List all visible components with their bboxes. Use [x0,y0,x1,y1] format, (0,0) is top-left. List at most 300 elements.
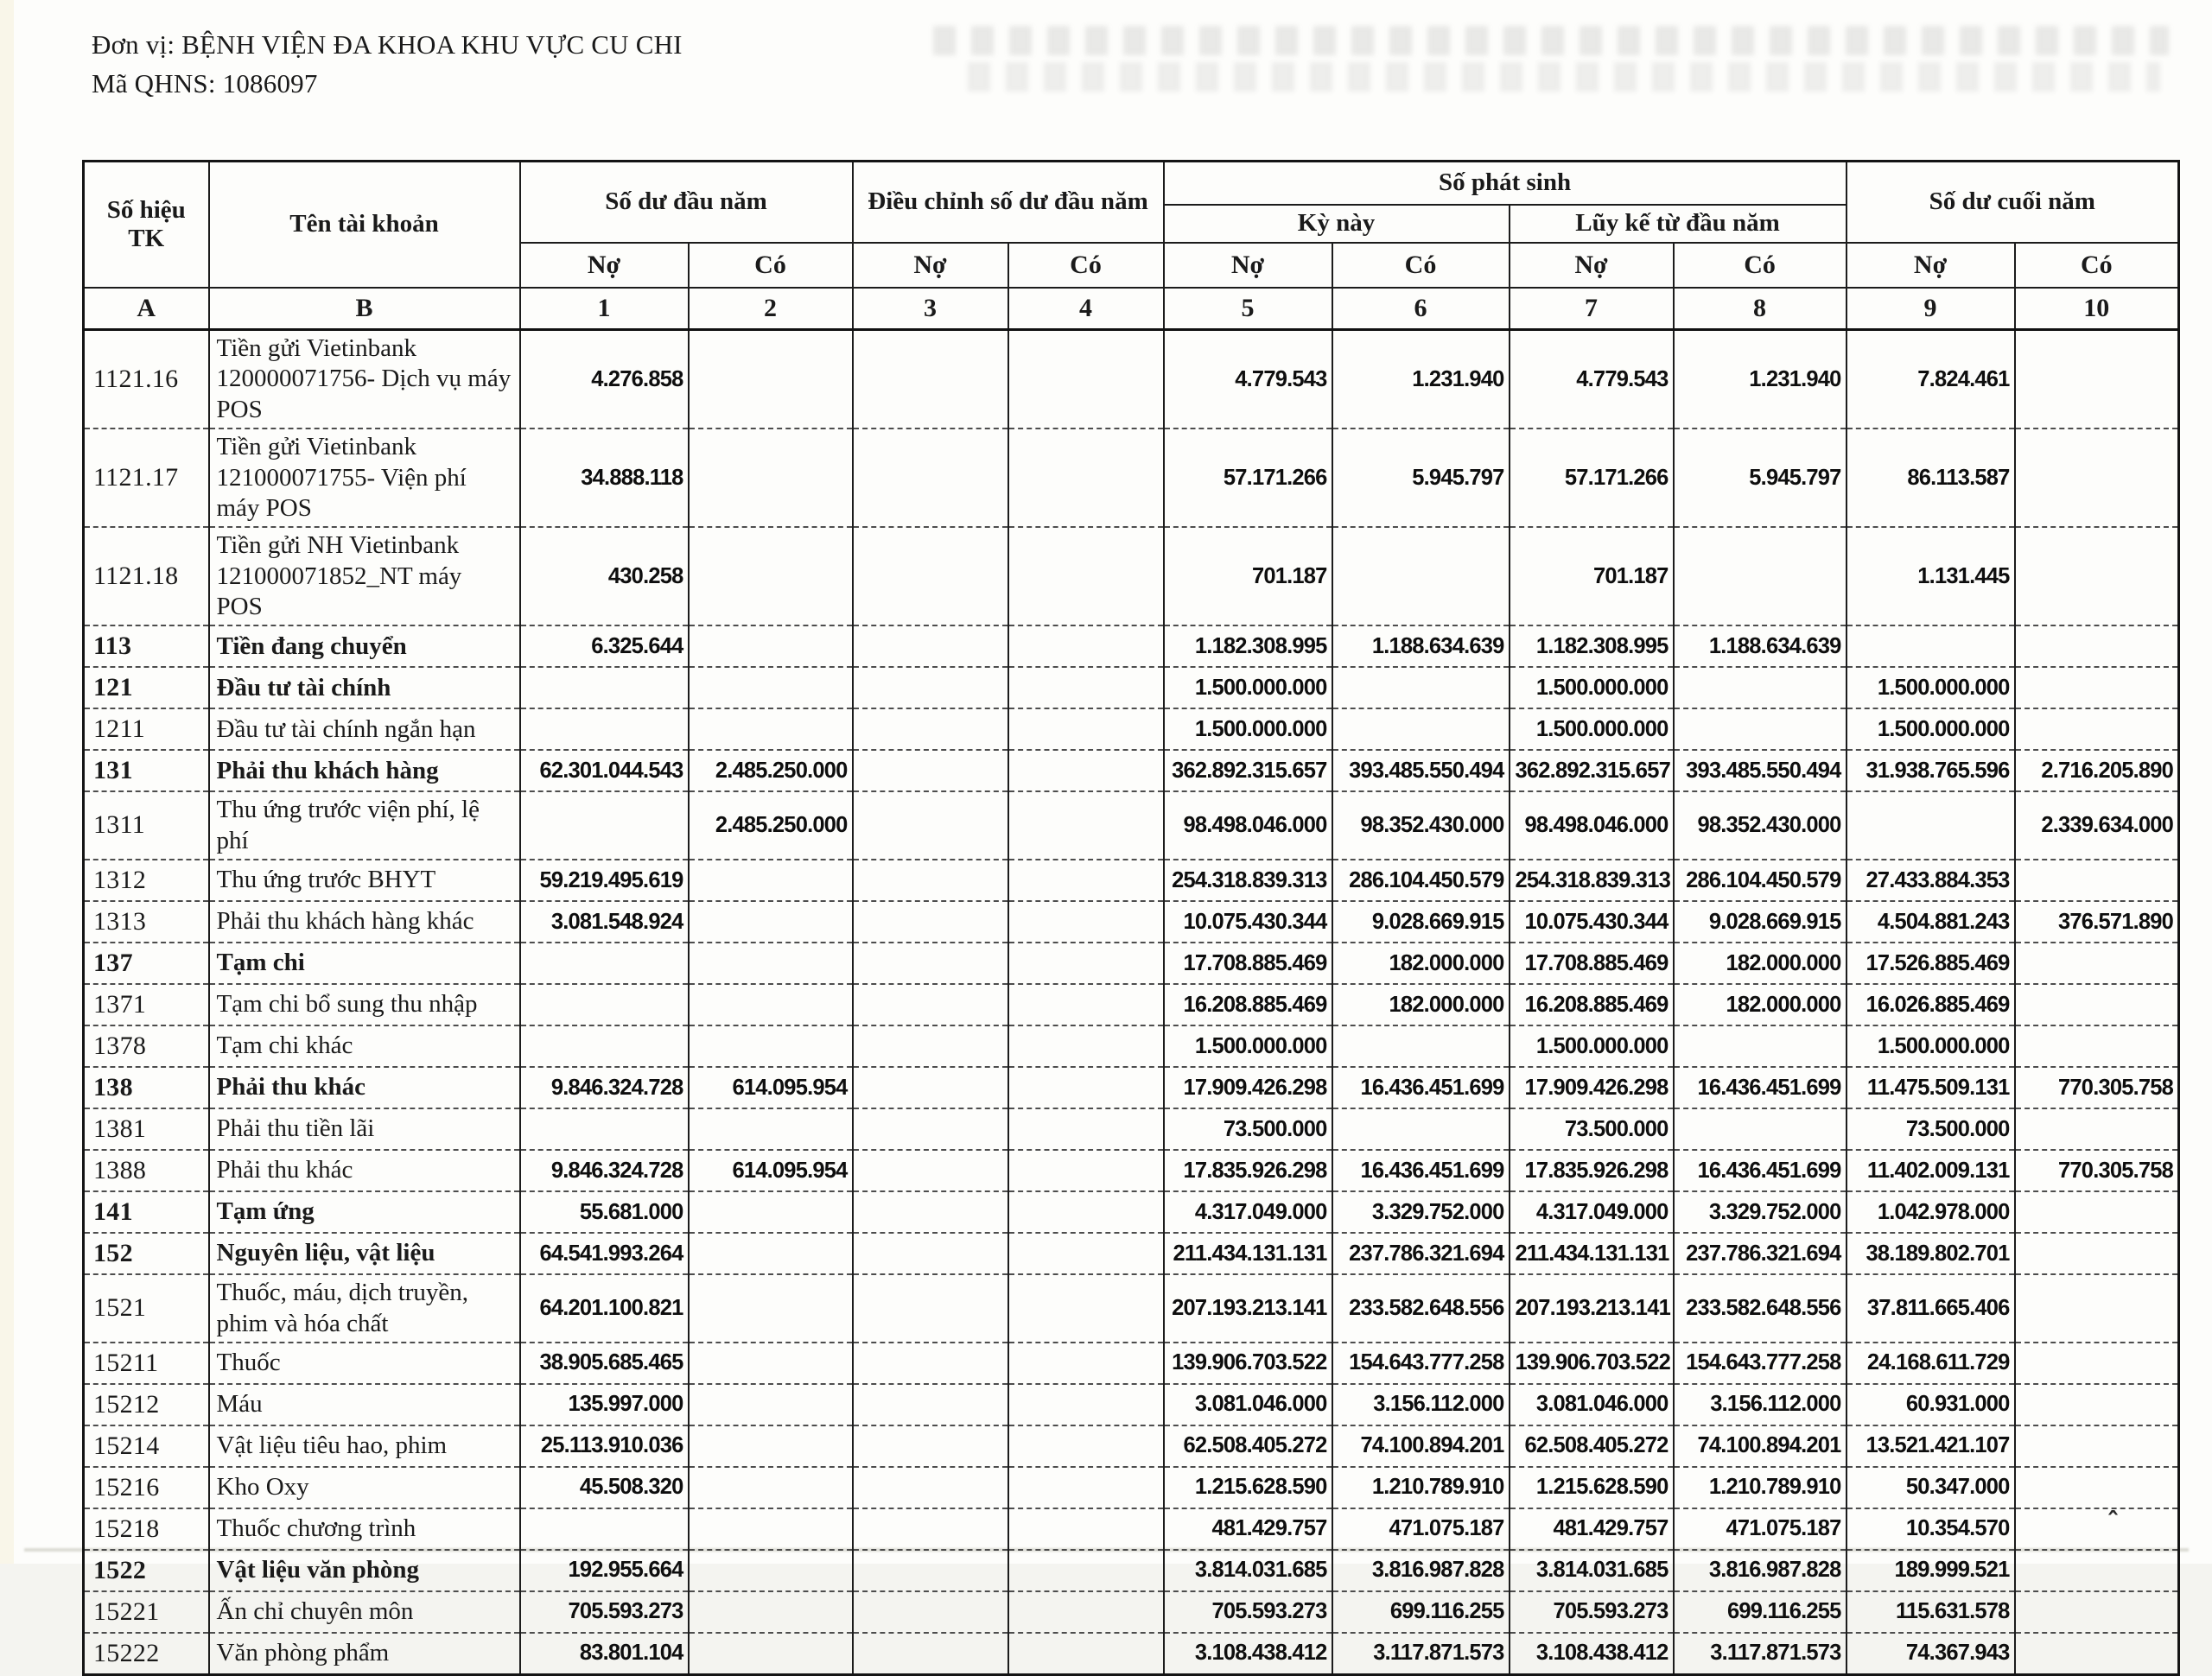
value-cell [2015,1191,2179,1233]
value-cell [2015,625,2179,667]
value-cell: 3.329.752.000 [1332,1191,1510,1233]
value-cell: 3.156.112.000 [1332,1384,1510,1425]
value-cell: 1.215.628.590 [1510,1467,1674,1508]
value-cell [689,943,853,984]
value-cell: 3.816.987.828 [1332,1550,1510,1591]
value-cell [853,1067,1008,1108]
scan-bleed-artifact [933,26,2169,55]
value-cell: 1.500.000.000 [1847,667,2015,708]
value-cell: 4.276.858 [520,330,689,429]
table-row [84,860,2179,901]
value-cell [1008,527,1164,625]
value-cell [689,984,853,1025]
value-cell: 59.219.495.619 [520,860,689,901]
value-cell: 34.888.118 [520,429,689,527]
col-group-incurred: Số phát sinh [1164,162,1847,206]
value-cell: 1.188.634.639 [1332,625,1510,667]
table-row [84,1274,2179,1343]
value-cell: 31.938.765.596 [1847,750,2015,791]
value-cell [689,1550,853,1591]
value-cell: 3.814.031.685 [1164,1550,1332,1591]
col-header-debit: Nợ [520,243,689,288]
col-index: 1 [520,288,689,330]
col-index: B [209,288,520,330]
table-row [84,708,2179,750]
account-name-cell: Thuốc, máu, dịch truyền, phim và hóa chất [209,1274,520,1343]
table-row [84,1508,2179,1550]
value-cell [689,1425,853,1467]
value-cell: 481.429.757 [1510,1508,1674,1550]
value-cell: 614.095.954 [689,1067,853,1108]
account-code-cell: 1522 [84,1550,209,1591]
value-cell: 83.801.104 [520,1633,689,1675]
value-cell [2015,1384,2179,1425]
value-cell [1008,860,1164,901]
value-cell: 60.931.000 [1847,1384,2015,1425]
account-code-cell: 1312 [84,860,209,901]
value-cell [1008,1425,1164,1467]
value-cell [853,1233,1008,1274]
value-cell: 192.955.664 [520,1550,689,1591]
value-cell [2015,984,2179,1025]
table-row [84,1108,2179,1150]
col-header-debit: Nợ [1164,243,1332,288]
unit-line [92,26,683,65]
value-cell [1332,1025,1510,1067]
value-cell: 1.500.000.000 [1847,708,2015,750]
table-header [84,162,2179,330]
value-cell: 86.113.587 [1847,429,2015,527]
table-row [84,750,2179,791]
value-cell [1008,1550,1164,1591]
value-cell: 705.593.273 [1164,1591,1332,1633]
value-cell [1008,984,1164,1025]
value-cell: 11.402.009.131 [1847,1150,2015,1191]
value-cell: 237.786.321.694 [1332,1233,1510,1274]
account-code-cell: 1371 [84,984,209,1025]
value-cell: 57.171.266 [1510,429,1674,527]
value-cell: 17.708.885.469 [1164,943,1332,984]
account-name-cell: Thu ứng trước BHYT [209,860,520,901]
account-code-cell: 15216 [84,1467,209,1508]
value-cell [520,708,689,750]
value-cell: 10.354.570 [1847,1508,2015,1550]
value-cell [1847,791,2015,860]
value-cell [1674,708,1847,750]
value-cell [2015,1233,2179,1274]
col-group-cumulative: Lũy kế từ đầu năm [1510,205,1847,243]
value-cell: 189.999.521 [1847,1550,2015,1591]
value-cell: 471.075.187 [1332,1508,1510,1550]
value-cell [2015,1025,2179,1067]
value-cell [853,1191,1008,1233]
account-code-cell: 15214 [84,1425,209,1467]
value-cell [853,750,1008,791]
value-cell [1674,667,1847,708]
value-cell: 1.188.634.639 [1674,625,1847,667]
value-cell: 62.508.405.272 [1510,1425,1674,1467]
col-index: 4 [1008,288,1164,330]
value-cell [1008,1343,1164,1384]
value-cell [2015,708,2179,750]
value-cell [689,667,853,708]
value-cell: 1.500.000.000 [1164,1025,1332,1067]
value-cell: 3.108.438.412 [1164,1633,1332,1675]
account-code-cell: 131 [84,750,209,791]
col-group-opening-balance: Số dư đầu năm [520,162,853,244]
value-cell [520,1508,689,1550]
account-name-cell: Phải thu khác [209,1067,520,1108]
value-cell [2015,1108,2179,1150]
value-cell [689,1191,853,1233]
value-cell: 1.131.445 [1847,527,2015,625]
account-name-cell: Văn phòng phẩm [209,1633,520,1675]
account-name-cell: Vật liệu tiêu hao, phim [209,1425,520,1467]
value-cell: 770.305.758 [2015,1150,2179,1191]
value-cell [2015,860,2179,901]
account-name-cell: Tiền gửi Vietinbank 121000071755- Viện phí máy POS [209,429,520,527]
value-cell: 16.436.451.699 [1674,1067,1847,1108]
col-group-this-period: Kỳ này [1164,205,1510,243]
value-cell [853,429,1008,527]
value-cell [520,791,689,860]
value-cell: 182.000.000 [1674,943,1847,984]
value-cell [1674,1108,1847,1150]
value-cell: 64.201.100.821 [520,1274,689,1343]
value-cell: 17.708.885.469 [1510,943,1674,984]
scan-bleed-artifact [968,62,2160,92]
value-cell: 699.116.255 [1674,1591,1847,1633]
value-cell: 37.811.665.406 [1847,1274,2015,1343]
value-cell: 2.339.634.000 [2015,791,2179,860]
value-cell [1008,1384,1164,1425]
table-row [84,1550,2179,1591]
account-name-cell: Vật liệu văn phòng [209,1550,520,1591]
value-cell: 286.104.450.579 [1674,860,1847,901]
value-cell: 10.075.430.344 [1510,901,1674,943]
value-cell [1008,1633,1164,1675]
value-cell: 16.436.451.699 [1674,1150,1847,1191]
value-cell [853,625,1008,667]
value-cell [1332,708,1510,750]
value-cell [1332,667,1510,708]
value-cell [2015,1343,2179,1384]
value-cell: 98.498.046.000 [1164,791,1332,860]
value-cell: 98.352.430.000 [1674,791,1847,860]
value-cell: 4.317.049.000 [1164,1191,1332,1233]
value-cell [853,667,1008,708]
value-cell: 471.075.187 [1674,1508,1847,1550]
value-cell: 362.892.315.657 [1164,750,1332,791]
value-cell: 1.500.000.000 [1164,708,1332,750]
col-index: 5 [1164,288,1332,330]
account-name-cell: Đầu tư tài chính [209,667,520,708]
account-code-cell: 15221 [84,1591,209,1633]
value-cell [853,984,1008,1025]
value-cell: 1.500.000.000 [1847,1025,2015,1067]
value-cell [1008,943,1164,984]
table-row [84,1150,2179,1191]
value-cell: 62.301.044.543 [520,750,689,791]
account-code-cell: 137 [84,943,209,984]
col-header-debit: Nợ [1847,243,2015,288]
value-cell [2015,1550,2179,1591]
value-cell [1332,527,1510,625]
account-code-cell: 1121.17 [84,429,209,527]
value-cell: 362.892.315.657 [1510,750,1674,791]
value-cell [1008,1591,1164,1633]
value-cell [2015,943,2179,984]
value-cell: 73.500.000 [1164,1108,1332,1150]
value-cell: 1.500.000.000 [1510,667,1674,708]
value-cell [2015,1274,2179,1343]
unit-name: BỆNH VIỆN ĐA KHOA KHU VỰC CU CHI [181,29,683,60]
value-cell: 24.168.611.729 [1847,1343,2015,1384]
value-cell [689,1025,853,1067]
value-cell [853,791,1008,860]
table-row [84,901,2179,943]
value-cell: 3.156.112.000 [1674,1384,1847,1425]
value-cell [853,860,1008,901]
table-row [84,330,2179,429]
value-cell: 73.500.000 [1847,1108,2015,1150]
value-cell [853,330,1008,429]
value-cell [689,1508,853,1550]
value-cell: 98.498.046.000 [1510,791,1674,860]
account-code-cell: 141 [84,1191,209,1233]
account-name-cell: Tiền đang chuyển [209,625,520,667]
account-code-cell: 121 [84,667,209,708]
value-cell: 115.631.578 [1847,1591,2015,1633]
unit-label: Đơn vị: [92,29,175,60]
value-cell: 701.187 [1164,527,1332,625]
value-cell: 182.000.000 [1332,943,1510,984]
value-cell [1008,901,1164,943]
value-cell [689,901,853,943]
value-cell: 50.347.000 [1847,1467,2015,1508]
value-cell: 393.485.550.494 [1332,750,1510,791]
value-cell: 38.189.802.701 [1847,1233,2015,1274]
account-name-cell: Ấn chỉ chuyên môn [209,1591,520,1633]
value-cell [1332,1108,1510,1150]
value-cell: 3.081.548.924 [520,901,689,943]
value-cell: 16.436.451.699 [1332,1067,1510,1108]
value-cell: 9.846.324.728 [520,1067,689,1108]
value-cell: 1.210.789.910 [1674,1467,1847,1508]
value-cell: 705.593.273 [520,1591,689,1633]
value-cell: 16.026.885.469 [1847,984,2015,1025]
col-header-credit: Có [1008,243,1164,288]
value-cell [1008,1191,1164,1233]
table-row [84,1591,2179,1633]
value-cell: 3.108.438.412 [1510,1633,1674,1675]
value-cell: 770.305.758 [2015,1067,2179,1108]
value-cell: 13.521.421.107 [1847,1425,2015,1467]
document-header [92,26,683,104]
table-row [84,1343,2179,1384]
value-cell: 17.835.926.298 [1510,1150,1674,1191]
value-cell [853,1384,1008,1425]
value-cell: 182.000.000 [1332,984,1510,1025]
value-cell: 9.028.669.915 [1332,901,1510,943]
table-row [84,1633,2179,1675]
value-cell [1847,625,2015,667]
table-row [84,1191,2179,1233]
value-cell: 17.909.426.298 [1510,1067,1674,1108]
value-cell: 376.571.890 [2015,901,2179,943]
account-name-cell: Tạm ứng [209,1191,520,1233]
value-cell: 64.541.993.264 [520,1233,689,1274]
value-cell [1008,1150,1164,1191]
scan-edge-tint [0,0,14,1564]
value-cell: 705.593.273 [1510,1591,1674,1633]
col-index: 2 [689,288,853,330]
col-group-closing-balance: Số dư cuối năm [1847,162,2179,244]
qhns-label: Mã QHNS: [92,67,216,98]
value-cell: 3.814.031.685 [1510,1550,1674,1591]
table-row [84,943,2179,984]
value-cell [1008,708,1164,750]
value-cell [1008,667,1164,708]
value-cell [853,901,1008,943]
account-code-cell: 15212 [84,1384,209,1425]
qhns-code: 1086097 [222,67,318,98]
value-cell [2015,1425,2179,1467]
value-cell [853,527,1008,625]
value-cell [853,708,1008,750]
value-cell [520,1108,689,1150]
value-cell: 17.909.426.298 [1164,1067,1332,1108]
account-code-cell: 15218 [84,1508,209,1550]
account-name-cell: Tạm chi khác [209,1025,520,1067]
value-cell [520,943,689,984]
value-cell: 1.231.940 [1674,330,1847,429]
col-header-credit: Có [689,243,853,288]
col-header-account-code: Số hiệu TK [84,162,209,289]
value-cell: 10.075.430.344 [1164,901,1332,943]
value-cell [853,1108,1008,1150]
table-row [84,429,2179,527]
value-cell [853,1633,1008,1675]
value-cell: 4.779.543 [1510,330,1674,429]
value-cell: 1.042.978.000 [1847,1191,2015,1233]
value-cell [689,1633,853,1675]
value-cell: 98.352.430.000 [1332,791,1510,860]
value-cell: 1.500.000.000 [1510,1025,1674,1067]
account-name-cell: Tiền gửi NH Vietinbank 121000071852_NT máy POS [209,527,520,625]
value-cell: 74.100.894.201 [1332,1425,1510,1467]
value-cell: 9.028.669.915 [1674,901,1847,943]
value-cell [689,708,853,750]
value-cell: 211.434.131.131 [1510,1233,1674,1274]
qhns-line [92,65,683,104]
col-index: 7 [1510,288,1674,330]
account-code-cell: 1121.18 [84,527,209,625]
value-cell: 2.485.250.000 [689,750,853,791]
value-cell: 6.325.644 [520,625,689,667]
value-cell: 4.779.543 [1164,330,1332,429]
value-cell: 74.367.943 [1847,1633,2015,1675]
col-header-credit: Có [2015,243,2179,288]
value-cell: 2.485.250.000 [689,791,853,860]
value-cell [689,1467,853,1508]
account-code-cell: 1211 [84,708,209,750]
value-cell: 3.081.046.000 [1164,1384,1332,1425]
col-index: 10 [2015,288,2179,330]
value-cell: 614.095.954 [689,1150,853,1191]
value-cell [1008,1508,1164,1550]
value-cell: 3.081.046.000 [1510,1384,1674,1425]
value-cell: 74.100.894.201 [1674,1425,1847,1467]
value-cell: 3.117.871.573 [1674,1633,1847,1675]
value-cell: 1.500.000.000 [1510,708,1674,750]
value-cell: 254.318.839.313 [1510,860,1674,901]
value-cell: 207.193.213.141 [1510,1274,1674,1343]
value-cell [1008,750,1164,791]
value-cell [853,1591,1008,1633]
value-cell [1008,1025,1164,1067]
account-code-cell: 15222 [84,1633,209,1675]
table-row [84,984,2179,1025]
value-cell: 38.905.685.465 [520,1343,689,1384]
value-cell: 5.945.797 [1332,429,1510,527]
value-cell: 154.643.777.258 [1332,1343,1510,1384]
value-cell: 135.997.000 [520,1384,689,1425]
value-cell [2015,527,2179,625]
value-cell [689,1274,853,1343]
table-body [84,330,2179,1675]
col-group-adjustment: Điều chỉnh số dư đầu năm [853,162,1164,244]
col-header-credit: Có [1332,243,1510,288]
value-cell [853,1550,1008,1591]
value-cell: 55.681.000 [520,1191,689,1233]
value-cell: 1.231.940 [1332,330,1510,429]
value-cell: 3.117.871.573 [1332,1633,1510,1675]
value-cell [689,1233,853,1274]
value-cell: 57.171.266 [1164,429,1332,527]
scan-corner-mark: ˆ [2107,1508,2120,1538]
value-cell [1674,527,1847,625]
value-cell: 62.508.405.272 [1164,1425,1332,1467]
table-row [84,1233,2179,1274]
value-cell [853,1343,1008,1384]
account-name-cell: Kho Oxy [209,1467,520,1508]
table-row [84,1384,2179,1425]
value-cell: 11.475.509.131 [1847,1067,2015,1108]
value-cell [853,1425,1008,1467]
value-cell [520,667,689,708]
value-cell: 182.000.000 [1674,984,1847,1025]
value-cell: 9.846.324.728 [520,1150,689,1191]
value-cell: 233.582.648.556 [1674,1274,1847,1343]
value-cell: 5.945.797 [1674,429,1847,527]
value-cell [1008,1233,1164,1274]
value-cell: 701.187 [1510,527,1674,625]
col-index: 9 [1847,288,2015,330]
col-index: 6 [1332,288,1510,330]
value-cell [853,1467,1008,1508]
value-cell [689,1108,853,1150]
account-code-cell: 113 [84,625,209,667]
col-index: 3 [853,288,1008,330]
account-name-cell: Tạm chi [209,943,520,984]
value-cell [1008,330,1164,429]
account-name-cell: Thu ứng trước viện phí, lệ phí [209,791,520,860]
value-cell [2015,330,2179,429]
account-code-cell: 1121.16 [84,330,209,429]
value-cell: 17.835.926.298 [1164,1150,1332,1191]
value-cell: 1.182.308.995 [1510,625,1674,667]
